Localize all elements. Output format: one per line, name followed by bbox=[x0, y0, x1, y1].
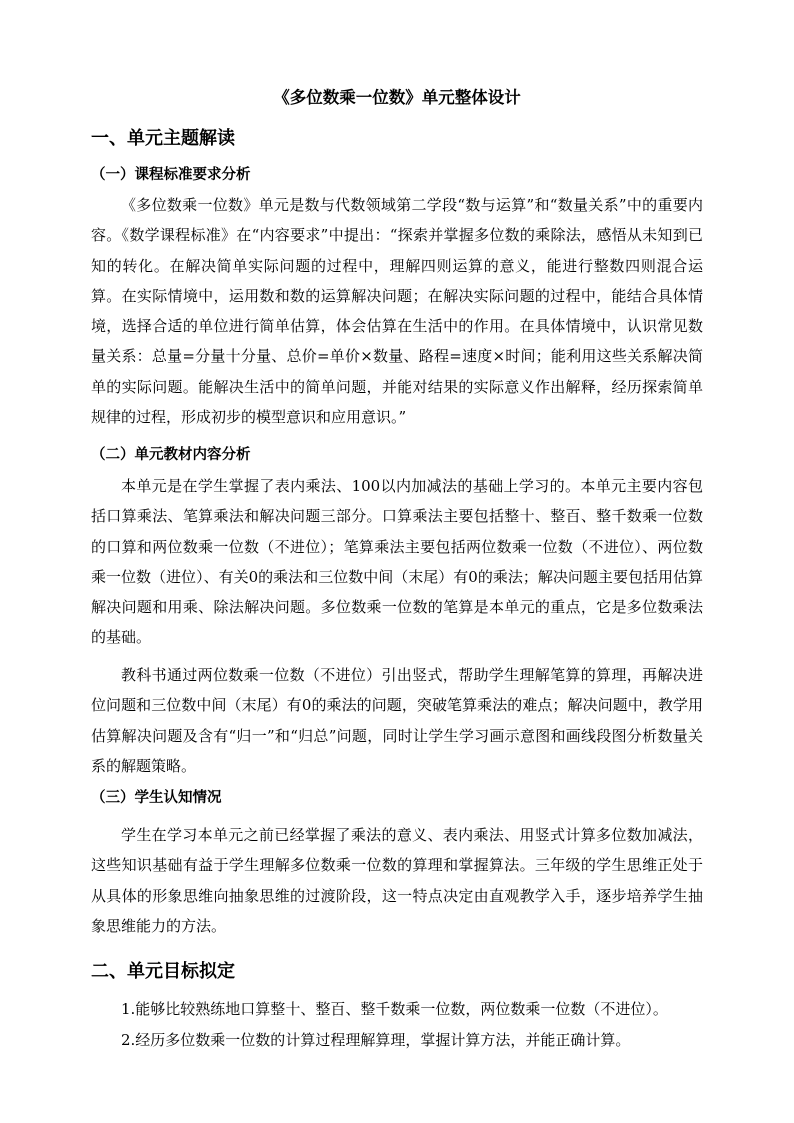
subsection-3-heading: （三）学生认知情况 bbox=[91, 790, 222, 806]
section-2-heading: 二、单元目标拟定 bbox=[91, 961, 235, 982]
section-1-heading: 一、单元主题解读 bbox=[91, 128, 235, 149]
objective-item-1: 1.能够比较熟练地口算整十、整百、整千数乘一位数，两位数乘一位数（不进位）。 bbox=[121, 1000, 668, 1018]
subsection-1-heading: （一）课程标准要求分析 bbox=[91, 167, 251, 183]
objective-item-2: 2.经历多位数乘一位数的计算过程理解算理，掌握计算方法，并能正确计算。 bbox=[121, 1031, 631, 1049]
document-title: 《多位数乘一位数》单元整体设计 bbox=[273, 88, 521, 107]
textbook-content-paragraph-2: 教科书通过两位数乘一位数（不进位）引出竖式，帮助学生理解笔算的算理，再解决进位问题和三位数中间（末尾）有0的乘法的问题，突破笔算乘法的难点；解决问题中，教学用估算解决问题及含有“归一”和“归总”问题，同时让学生学习画示意图和画线段图分析数量关系的解题策略。 bbox=[91, 666, 703, 775]
curriculum-standard-paragraph: 《多位数乘一位数》单元是数与代数领域第二学段“数与运算”和“数量关系”中的重要内容。《数学课程标准》在“内容要求”中提出：“探索并掌握多位数的乘除法，感悟从未知到已知的转化。在解决简单实际问题的过程中，理解四则运算的意义，能进行整数四则混合运算。在实际情境中，运用数和数的运算解决问题；在解决实际问题的过程中，能结合具体情境，选择合适的单位进行简单估算，体会估算在生活中的作用。在具体情境中，认识常见数量关系：总量=分量十分量、总价=单价×数量、路程=速度×时间；能利用这些关系解决简单的实际问题。能解决生活中的简单问题，并能对结果的实际意义作出解释，经历探索简单规律的过程，形成初步的模型意识和应用意识。” bbox=[91, 196, 703, 427]
textbook-content-paragraph-1: 本单元是在学生掌握了表内乘法、100以内加减法的基础上学习的。本单元主要内容包括口算乘法、笔算乘法和解决问题三部分。口算乘法主要包括整十、整百、整千数乘一位数的口算和两位数乘一位数（不进位）；笔算乘法主要包括两位数乘一位数（不进位）、两位数乘一位数（进位）、有关0的乘法和三位数中间（末尾）有0的乘法；解决问题主要包括用估算解决问题和用乘、除法解决问题。多位数乘一位数的笔算是本单元的重点，它是多位数乘法的基础。 bbox=[91, 477, 703, 647]
student-cognition-paragraph: 学生在学习本单元之前已经掌握了乘法的意义、表内乘法、用竖式计算多位数加减法，这些知识基础有益于学生理解多位数乘一位数的算理和掌握算法。三年级的学生思维正处于从具体的形象思维向抽象思维的过渡阶段，这一特点决定由直观教学入手，逐步培养学生抽象思维能力的方法。 bbox=[91, 826, 703, 935]
subsection-2-heading: （二）单元教材内容分析 bbox=[91, 447, 251, 463]
